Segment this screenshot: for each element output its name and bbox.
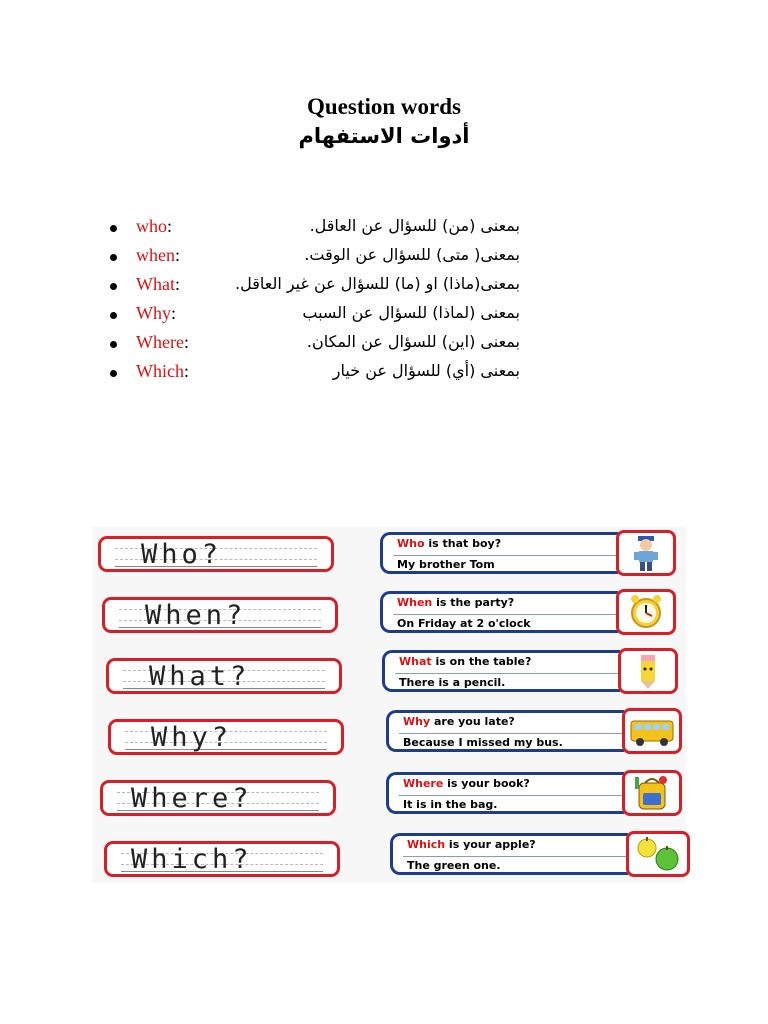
- list-item: What: بمعنى(ماذا) او (ما) للسؤال عن غير العاقل.: [110, 272, 530, 301]
- example-answer: There is a pencil.: [399, 676, 506, 689]
- example-question-rest: are you late?: [430, 715, 515, 728]
- list-item: when: بمعنى( متى) للسؤال عن الوقت.: [110, 243, 530, 272]
- example-question-word: What: [399, 655, 432, 668]
- apples-icon: [626, 831, 690, 877]
- word-card-label: When?: [145, 600, 247, 631]
- clock-icon: [616, 589, 676, 635]
- list-item: Which: بمعنى (أي) للسؤال عن خيار: [110, 359, 530, 388]
- word-card-what: [106, 658, 342, 694]
- arabic-meaning: بمعنى(ماذا) او (ما) للسؤال عن غير العاقل.: [235, 274, 520, 293]
- word-card-label: Where?: [131, 783, 253, 814]
- example-card-what: [382, 650, 682, 696]
- example-question-word: Which: [407, 838, 446, 851]
- bullet-icon: [110, 254, 117, 261]
- pencil-icon: [618, 648, 678, 694]
- example-question-rest: is the party?: [432, 596, 515, 609]
- word-card-label: Who?: [141, 539, 223, 570]
- bullet-icon: [110, 283, 117, 290]
- word-card-label: Why?: [151, 722, 233, 753]
- example-answer: On Friday at 2 o'clock: [397, 617, 531, 630]
- word-card-when: [102, 597, 338, 633]
- example-answer: My brother Tom: [397, 558, 495, 571]
- example-question-word: Where: [403, 777, 444, 790]
- schoolbag-icon: [622, 770, 682, 816]
- arabic-meaning: بمعنى( متى) للسؤال عن الوقت.: [304, 245, 520, 264]
- question-word: who: [136, 216, 167, 236]
- bullet-icon: [110, 341, 117, 348]
- page-title: Question words: [307, 94, 461, 119]
- example-answer: It is in the bag.: [403, 798, 498, 811]
- arabic-meaning: بمعنى (أي) للسؤال عن خيار: [332, 361, 520, 380]
- arabic-meaning: بمعنى (لماذا) للسؤال عن السبب: [302, 303, 520, 322]
- word-card-label: Which?: [131, 844, 253, 875]
- bullet-icon: [110, 370, 117, 377]
- bullet-icon: [110, 312, 117, 319]
- example-answer: Because I missed my bus.: [403, 736, 563, 749]
- list-item: Where: بمعنى (اين) للسؤال عن المكان.: [110, 330, 530, 359]
- example-card-where: [386, 772, 686, 818]
- list-item: Why: بمعنى (لماذا) للسؤال عن السبب: [110, 301, 530, 330]
- bullet-icon: [110, 225, 117, 232]
- example-question-rest: is your apple?: [445, 838, 536, 851]
- word-card-why: [108, 719, 344, 755]
- example-question-rest: is your book?: [443, 777, 530, 790]
- example-card-when: [380, 591, 680, 637]
- question-word: Why: [136, 303, 171, 323]
- page-subtitle: أدوات الاستفهام: [298, 124, 470, 148]
- question-word: when: [136, 245, 175, 265]
- word-card-which: [104, 841, 340, 877]
- boy-icon: [616, 530, 676, 576]
- arabic-meaning: بمعنى (اين) للسؤال عن المكان.: [306, 332, 520, 351]
- question-word: Which: [136, 361, 184, 381]
- example-question-rest: is that boy?: [424, 537, 502, 550]
- word-card-label: What?: [149, 661, 251, 692]
- question-words-chart: [92, 527, 686, 883]
- example-card-which: [390, 833, 690, 879]
- bus-icon: [622, 708, 682, 754]
- question-word-list: [110, 214, 530, 388]
- list-item: who: بمعنى (من) للسؤال عن العاقل.: [110, 214, 530, 243]
- example-question-rest: is on the table?: [431, 655, 532, 668]
- word-card-who: [98, 536, 334, 572]
- word-card-where: [100, 780, 336, 816]
- example-question-word: When: [397, 596, 433, 609]
- example-question-word: Who: [397, 537, 425, 550]
- question-word: Where: [136, 332, 184, 352]
- example-answer: The green one.: [407, 859, 501, 872]
- example-card-who: [380, 532, 680, 578]
- example-question-word: Why: [403, 715, 431, 728]
- arabic-meaning: بمعنى (من) للسؤال عن العاقل.: [309, 216, 520, 235]
- question-word: What: [136, 274, 175, 294]
- example-card-why: [386, 710, 686, 756]
